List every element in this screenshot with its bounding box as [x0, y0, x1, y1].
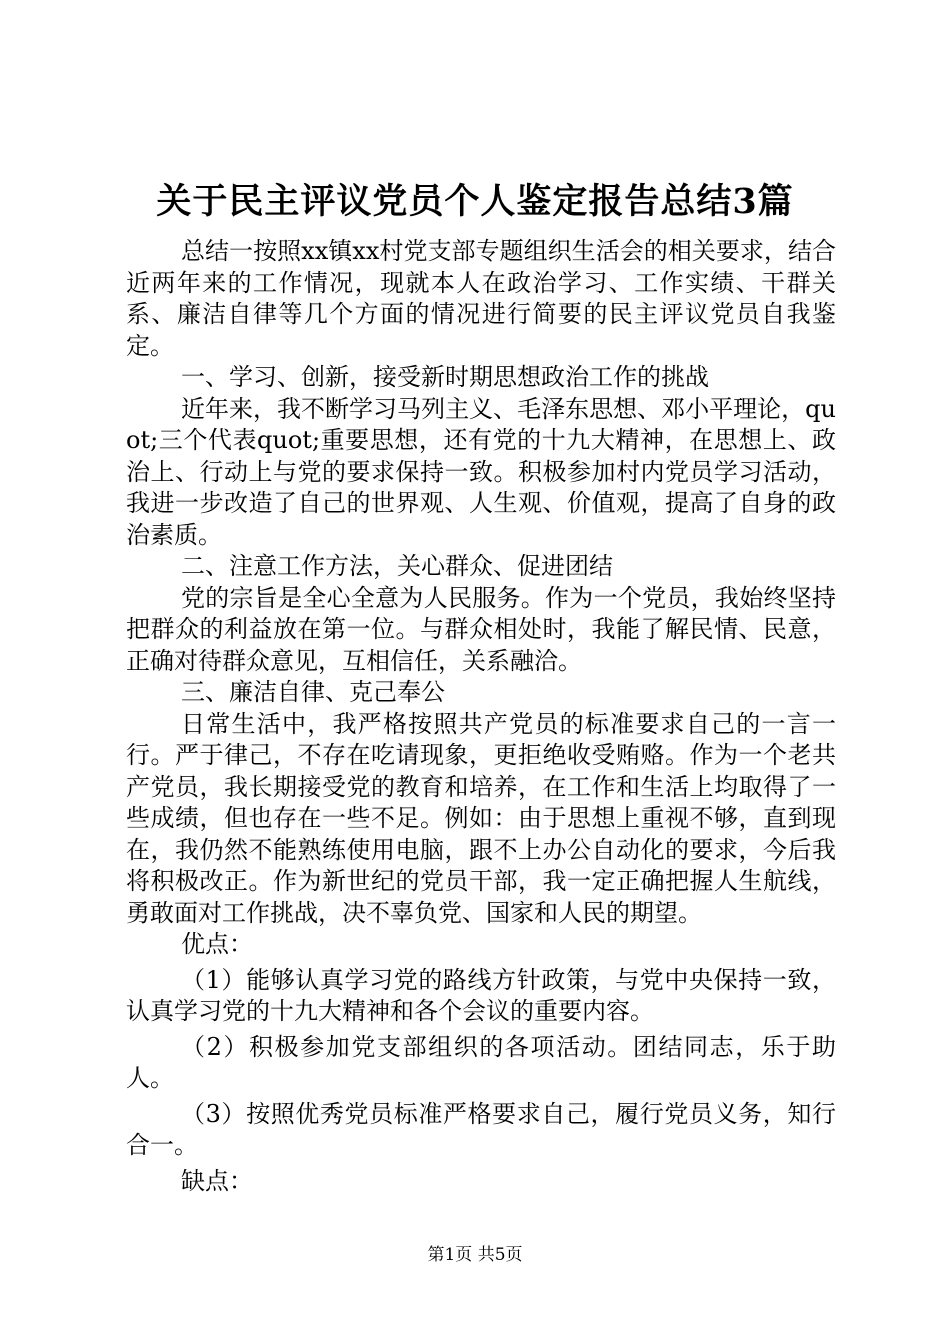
paragraph-intro: 总结一按照xx镇xx村党支部专题组织生活会的相关要求，结合近两年来的工作情况，现就本人在政治学习、工作实绩、干群关系、廉洁自律等几个方面的情况进行简要的民主评议党员自我鉴定。 — [126, 237, 836, 360]
paragraph-integrity: 日常生活中，我严格按照共产党员的标准要求自己的一言一行。严于律己，不存在吃请现象，更拒绝收受贿赂。作为一个老共产党员，我长期接受党的教育和培养，在工作和生活上均取得了一些成绩，但也存在一些不足。例如：由于思想上重视不够，直到现在，我仍然不能熟练使用电脑，跟不上办公自动化的要求，今后我将积极改正。作为新世纪的党员干部，我一定正确把握人生航线，勇敢面对工作挑战，决不辜负党、国家和人民的期望。 — [126, 709, 836, 927]
strength-item-1: （1）能够认真学习党的路线方针政策，与党中央保持一致，认真学习党的十九大精神和各个会议的重要内容。 — [126, 965, 836, 1025]
strength-item-3: （3）按照优秀党员标准严格要求自己，履行党员义务，知行合一。 — [126, 1099, 836, 1159]
section-heading-1: 一、学习、创新，接受新时期思想政治工作的挑战 — [181, 363, 709, 391]
paragraph-masses: 党的宗旨是全心全意为人民服务。作为一个党员，我始终坚持把群众的利益放在第一位。与群众相处时，我能了解民情、民意，正确对待群众意见，互相信任，关系融洽。 — [126, 583, 836, 675]
weaknesses-heading: 缺点： — [181, 1166, 253, 1195]
document-title: 关于民主评议党员个人鉴定报告总结3篇 — [156, 181, 794, 222]
strength-item-2: （2）积极参加党支部组织的各项活动。团结同志，乐于助人。 — [126, 1032, 836, 1092]
strengths-heading: 优点： — [181, 930, 253, 958]
page-number-footer: 第1页 共5页 — [427, 1245, 523, 1265]
section-heading-3: 三、廉洁自律、克己奉公 — [181, 678, 445, 706]
paragraph-study: 近年来，我不断学习马列主义、毛泽东思想、邓小平理论，quot;三个代表quot;重要思想，还有党的十九大精神，在思想上、政治上、行动上与党的要求保持一致。积极参加村内党员学习活动，我进一步改造了自己的世界观、人生观、价值观，提高了自身的政治素质。 — [126, 394, 836, 549]
document-body — [126, 236, 836, 1197]
section-heading-2: 二、注意工作方法，关心群众、促进团结 — [181, 552, 613, 580]
